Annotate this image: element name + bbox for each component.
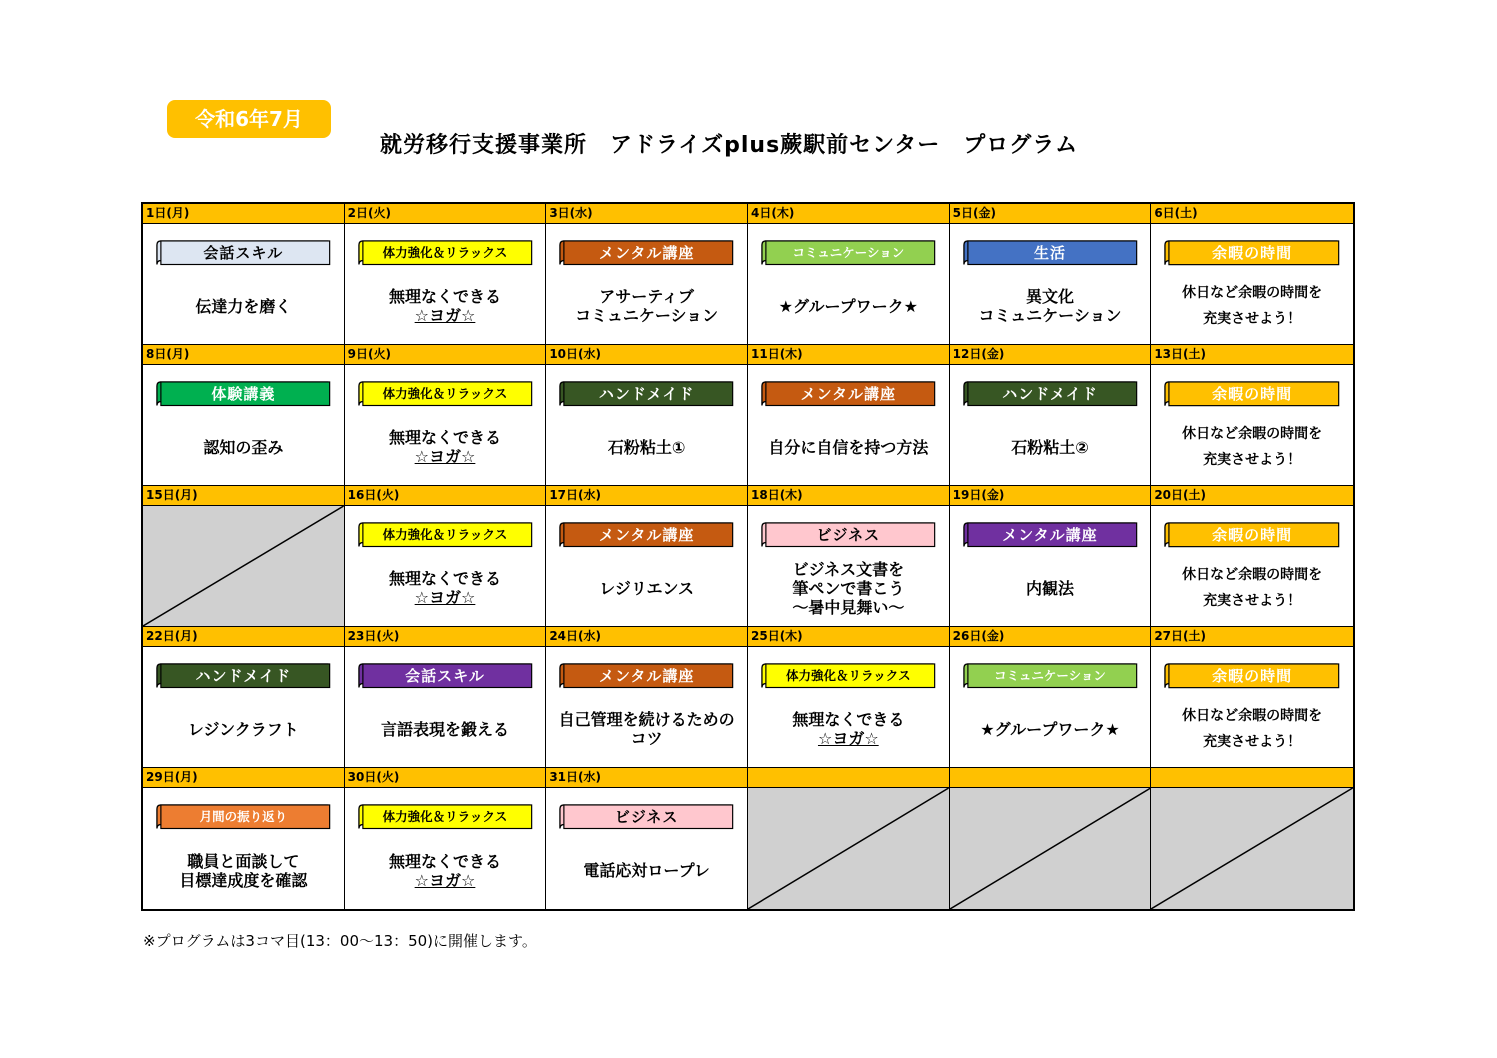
program-banner: [760, 379, 937, 409]
day-body: [950, 365, 1151, 485]
program-category-label: 体力強化＆リラックス: [382, 809, 508, 824]
program-category-label: 体力強化＆リラックス: [382, 245, 508, 260]
day-body: [748, 224, 949, 344]
day-body: [748, 788, 949, 909]
program-banner: [1163, 238, 1341, 268]
program-description: [147, 840, 340, 901]
program-description-line: レジンクラフト: [187, 719, 299, 739]
program-description-line: 職員と面談して: [187, 851, 300, 871]
day-cell: [950, 627, 1152, 768]
program-banner: [357, 379, 534, 409]
day-body: [143, 506, 344, 626]
program-banner: [558, 238, 735, 268]
program-category-label: 体力強化＆リラックス: [786, 668, 911, 683]
program-description-line: 無理なくできる: [388, 851, 501, 871]
program-description: [550, 699, 743, 759]
date-label: 11日(木): [748, 345, 949, 365]
day-cell: [546, 627, 748, 768]
program-description: [147, 417, 340, 477]
program-description: [349, 699, 542, 759]
date-label: [1151, 768, 1353, 788]
program-description: [954, 558, 1147, 618]
program-banner: [357, 802, 534, 832]
program-description-line: 伝達力を磨く: [195, 296, 292, 316]
program-category-label: ハンドメイド: [1002, 385, 1098, 403]
program-description-line: 無理なくできる: [388, 428, 501, 447]
program-category-label: ビジネス: [816, 526, 881, 544]
date-label: 15日(月): [143, 486, 344, 506]
program-category-label: 余暇の時間: [1212, 244, 1293, 262]
day-body: [143, 647, 344, 767]
date-label: 18日(木): [748, 486, 949, 506]
program-description-line: 目標達成度を確認: [179, 870, 308, 890]
program-banner: [962, 238, 1139, 268]
day-body: [950, 224, 1151, 344]
date-label: 1日(月): [143, 204, 344, 224]
program-description-line: 言語表現を鍛える: [380, 719, 509, 739]
program-category-label: ビジネス: [614, 808, 679, 826]
program-description-line: 充実させよう！: [1203, 734, 1302, 750]
date-label: 29日(月): [143, 768, 344, 788]
day-body: [1151, 647, 1353, 767]
program-category-label: 余暇の時間: [1212, 667, 1293, 685]
day-body: [546, 224, 747, 344]
date-label: 30日(火): [345, 768, 546, 788]
day-body: [546, 365, 747, 485]
program-banner: [357, 238, 534, 268]
date-label: 8日(月): [143, 345, 344, 365]
program-category-label: コミュニケーション: [994, 668, 1106, 683]
day-body: [748, 647, 949, 767]
program-banner: [962, 520, 1139, 550]
program-banner: [760, 520, 937, 550]
day-body: [143, 224, 344, 344]
program-description-line: 充実させよう！: [1203, 311, 1302, 327]
program-banner: [558, 802, 735, 832]
date-label: [950, 768, 1151, 788]
day-cell: [345, 345, 547, 486]
program-description-line: コミュニケーション: [575, 306, 719, 325]
program-description: [954, 276, 1147, 336]
program-category-label: コミュニケーション: [792, 245, 905, 260]
program-banner: [1163, 520, 1341, 550]
day-cell: [546, 486, 748, 627]
program-description: [752, 417, 945, 477]
day-cell: [950, 345, 1152, 486]
program-banner: [760, 661, 937, 691]
program-banner: [558, 379, 735, 409]
program-description-line: ☆ヨガ☆: [414, 447, 476, 466]
day-cell: [345, 486, 547, 627]
day-cell: [546, 768, 748, 909]
program-description-line: 休日など余暇の時間を: [1182, 708, 1323, 724]
empty-day-cell: [143, 486, 345, 627]
program-description-line: 休日など余暇の時間を: [1182, 285, 1323, 301]
program-banner: [1163, 661, 1341, 691]
day-cell: [143, 627, 345, 768]
date-label: 2日(火): [345, 204, 546, 224]
program-description-line: 自己管理を続けるための: [558, 710, 735, 729]
day-cell: [950, 486, 1152, 627]
day-cell: [1151, 486, 1353, 627]
day-body: [950, 788, 1151, 909]
program-category-label: ハンドメイド: [598, 385, 695, 403]
program-category-label: 体力強化＆リラックス: [382, 386, 508, 401]
day-cell: [546, 345, 748, 486]
program-description-line: 充実させよう！: [1203, 452, 1302, 468]
program-description-line: ★グループワーク★: [778, 296, 919, 316]
program-description: [147, 699, 340, 759]
day-body: [950, 647, 1151, 767]
date-label: 25日(木): [748, 627, 949, 647]
program-category-label: ハンドメイド: [195, 667, 292, 685]
program-description: [550, 276, 743, 336]
date-label: 24日(水): [546, 627, 747, 647]
program-description-line: 休日など余暇の時間を: [1182, 426, 1323, 442]
day-cell: [950, 204, 1152, 345]
program-description-line: ★グループワーク★: [980, 719, 1120, 739]
program-description-line: アサーティブ: [599, 287, 695, 306]
program-category-label: 体力強化＆リラックス: [382, 527, 508, 542]
day-body: [345, 506, 546, 626]
day-cell: [345, 627, 547, 768]
program-description-line: 内観法: [1025, 578, 1074, 598]
program-banner: [1163, 379, 1341, 409]
day-cell: [143, 204, 345, 345]
diagonal-slash: [950, 788, 1151, 909]
program-banner: [558, 661, 735, 691]
program-banner: [962, 379, 1139, 409]
program-category-label: 余暇の時間: [1212, 526, 1293, 544]
program-category-label: メンタル講座: [598, 526, 695, 544]
program-banner: [155, 238, 332, 268]
date-label: 19日(金): [950, 486, 1151, 506]
program-description-line: ☆ヨガ☆: [414, 870, 476, 890]
day-body: [345, 647, 546, 767]
program-description: [1155, 699, 1349, 759]
program-description-line: 石粉粘土①: [607, 437, 686, 457]
date-label: 31日(水): [546, 768, 747, 788]
calendar-grid: [143, 204, 1353, 909]
program-description-line: 無理なくできる: [792, 710, 905, 729]
program-description-line: 異文化: [1025, 287, 1074, 306]
day-cell: [748, 627, 950, 768]
program-description: [550, 840, 743, 901]
program-description-line: 自分に自信を持つ方法: [768, 437, 929, 457]
day-body: [1151, 365, 1353, 485]
day-cell: [345, 768, 547, 909]
program-description: [349, 840, 542, 901]
day-cell: [345, 204, 547, 345]
date-label: 6日(土): [1151, 204, 1353, 224]
program-banner: [155, 661, 332, 691]
day-cell: [1151, 627, 1353, 768]
day-body: [748, 365, 949, 485]
program-category-label: 体験講義: [211, 385, 276, 403]
day-body: [546, 647, 747, 767]
day-body: [546, 506, 747, 626]
program-category-label: 会話スキル: [203, 244, 284, 262]
day-body: [1151, 788, 1353, 909]
program-description: [550, 417, 743, 477]
program-description: [147, 276, 340, 336]
date-label: 12日(金): [950, 345, 1151, 365]
date-label: 27日(土): [1151, 627, 1353, 647]
program-description: [954, 699, 1147, 759]
program-banner: [357, 520, 534, 550]
day-cell: [1151, 204, 1353, 345]
date-label: 3日(水): [546, 204, 747, 224]
program-description-line: 筆ペンで書こう: [792, 578, 905, 598]
program-banner: [962, 661, 1139, 691]
empty-day-cell: [748, 768, 950, 909]
day-cell: [748, 204, 950, 345]
program-calendar: [141, 202, 1355, 911]
program-description: [1155, 417, 1349, 477]
program-description-line: 〜暑中見舞い〜: [792, 597, 905, 617]
diagonal-slash: [1151, 788, 1353, 909]
day-cell: [748, 345, 950, 486]
date-label: 9日(火): [345, 345, 546, 365]
day-cell: [143, 345, 345, 486]
date-label: 5日(金): [950, 204, 1151, 224]
day-body: [345, 224, 546, 344]
day-body: [345, 365, 546, 485]
day-cell: [1151, 345, 1353, 486]
program-banner: [155, 802, 332, 832]
program-description-line: ☆ヨガ☆: [414, 306, 476, 325]
day-body: [1151, 224, 1353, 344]
program-description: [349, 558, 542, 618]
day-body: [950, 506, 1151, 626]
program-description-line: 無理なくできる: [388, 569, 501, 588]
program-description: [349, 417, 542, 477]
program-description-line: コツ: [630, 729, 663, 748]
program-description: [752, 276, 945, 336]
program-description-line: 電話応対ロープレ: [583, 861, 710, 880]
day-body: [143, 365, 344, 485]
program-category-label: 生活: [1033, 244, 1066, 262]
date-label: [748, 768, 949, 788]
empty-day-cell: [1151, 768, 1353, 909]
program-description: [752, 699, 945, 759]
program-description: [550, 558, 743, 618]
program-description: [1155, 276, 1349, 336]
date-label: 23日(火): [345, 627, 546, 647]
day-body: [1151, 506, 1353, 626]
program-banner: [558, 520, 735, 550]
day-body: [143, 788, 344, 909]
program-description-line: 石粉粘土②: [1011, 437, 1089, 457]
program-description-line: ☆ヨガ☆: [414, 588, 476, 607]
day-cell: [748, 486, 950, 627]
program-description-line: 休日など余暇の時間を: [1182, 567, 1323, 583]
program-description-line: ☆ヨガ☆: [817, 729, 879, 748]
date-label: 16日(火): [345, 486, 546, 506]
program-category-label: 余暇の時間: [1212, 385, 1293, 403]
program-description-line: 認知の歪み: [203, 437, 284, 457]
day-cell: [143, 768, 345, 909]
program-description-line: 無理なくできる: [388, 287, 501, 306]
footnote: ※プログラムは3コマ目(13：00〜13：50)に開催します。: [143, 932, 537, 950]
day-body: [748, 506, 949, 626]
program-category-label: メンタル講座: [598, 244, 695, 262]
program-banner: [155, 379, 332, 409]
program-description-line: コミュニケーション: [978, 306, 1122, 325]
program-category-label: メンタル講座: [800, 385, 897, 403]
program-banner: [357, 661, 534, 691]
date-label: 17日(水): [546, 486, 747, 506]
date-label: 10日(水): [546, 345, 747, 365]
program-description: [1155, 558, 1349, 618]
program-description-line: レジリエンス: [599, 578, 695, 598]
day-body: [345, 788, 546, 909]
program-category-label: メンタル講座: [598, 667, 695, 685]
program-description-line: ビジネス文書を: [792, 559, 905, 579]
program-description: [954, 417, 1147, 477]
day-body: [546, 788, 747, 909]
diagonal-slash: [748, 788, 949, 909]
diagonal-slash: [143, 506, 344, 626]
program-banner: [760, 238, 937, 268]
date-label: 20日(土): [1151, 486, 1353, 506]
date-label: 22日(月): [143, 627, 344, 647]
program-description: [349, 276, 542, 336]
era-badge: 令和6年7月: [167, 100, 331, 138]
program-description: [752, 558, 945, 618]
date-label: 26日(金): [950, 627, 1151, 647]
empty-day-cell: [950, 768, 1152, 909]
program-category-label: メンタル講座: [1002, 526, 1098, 544]
program-description-line: 充実させよう！: [1203, 593, 1302, 609]
program-category-label: 月間の振り返り: [199, 809, 288, 824]
day-cell: [546, 204, 748, 345]
program-category-label: 会話スキル: [405, 667, 485, 685]
page-title: 就労移行支援事業所 アドライズplus蕨駅前センター プログラム: [380, 133, 1079, 158]
date-label: 4日(木): [748, 204, 949, 224]
date-label: 13日(土): [1151, 345, 1353, 365]
